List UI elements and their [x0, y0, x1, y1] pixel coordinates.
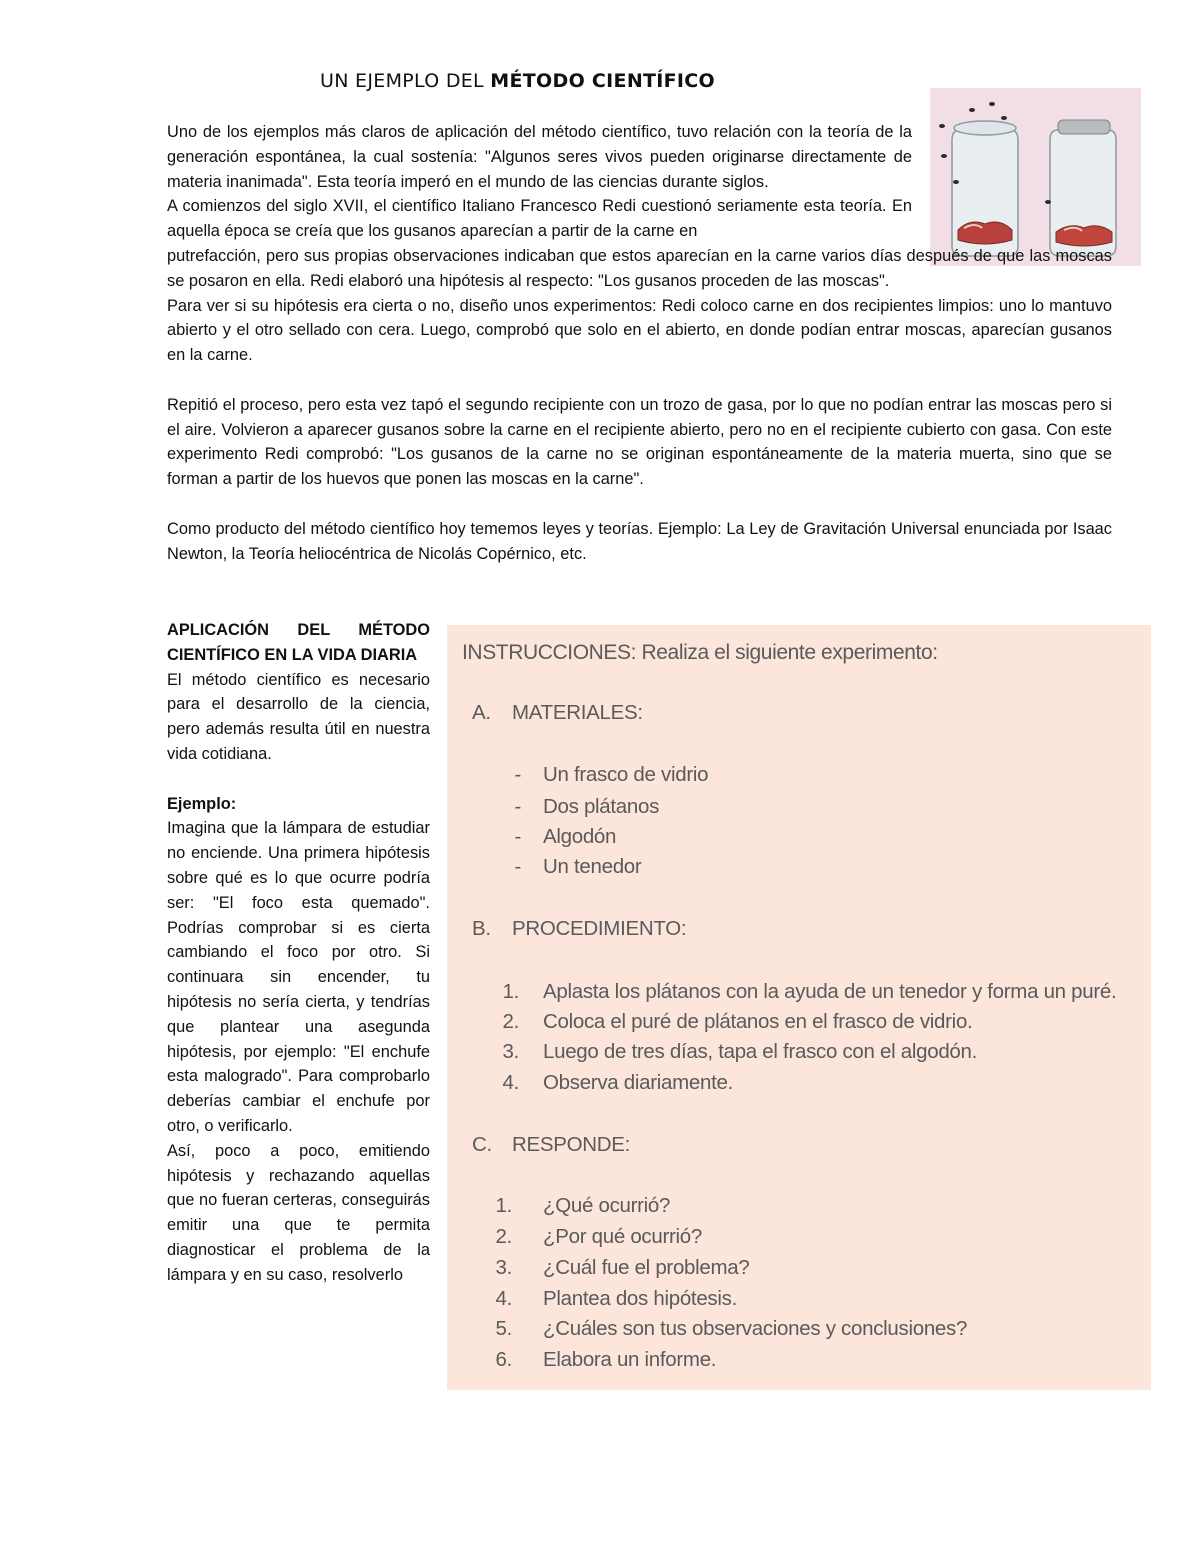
- section-letter: C.: [472, 1133, 492, 1156]
- number-marker: 6.: [495, 1348, 512, 1371]
- number-marker: 1.: [502, 980, 519, 1003]
- number-marker: 4.: [502, 1071, 519, 1094]
- bullet-marker: -: [514, 825, 521, 848]
- intro-paragraph-2a: A comienzos del siglo XVII, el científico Italiano Francesco Redi cuestionó seriamente esta teoría. En aquella época se creía que los gusanos aparecían a partir de la carne en: [167, 197, 912, 241]
- material-item: Un frasco de vidrio: [543, 763, 709, 786]
- number-marker: 3.: [495, 1256, 512, 1279]
- list-item: [492, 1194, 670, 1218]
- section-materials-heading: [472, 701, 643, 725]
- question-item: ¿Cuáles son tus observaciones y conclusiones?: [543, 1317, 968, 1340]
- instructions-heading: INSTRUCCIONES: Realiza el siguiente experimento:: [462, 641, 938, 664]
- intro-text: [167, 120, 1112, 566]
- number-marker: 2.: [502, 1010, 519, 1033]
- intro-paragraph-5: Como producto del método científico hoy tememos leyes y teorías. Ejemplo: La Ley de Gravitación Universal enunciada por Isaac Newton, la Teoría heliocéntrica de Nicolás Copérnico, etc.: [167, 519, 1112, 563]
- material-item: Un tenedor: [543, 855, 642, 878]
- list-item: [492, 1256, 750, 1280]
- list-item: [492, 1317, 967, 1341]
- application-paragraph-1: El método científico es necesario para el desarrollo de la ciencia, pero además resulta útil en nuestra vida cotidiana.: [167, 670, 430, 763]
- list-item: [499, 1071, 733, 1095]
- number-marker: 5.: [495, 1317, 512, 1340]
- number-marker: 2.: [495, 1225, 512, 1248]
- section-letter: A.: [472, 701, 491, 724]
- question-item: ¿Por qué ocurrió?: [543, 1225, 702, 1248]
- intro-paragraph-1: Uno de los ejemplos más claros de aplicación del método científico, tuvo relación con la teoría de la generación espontánea, la cual sostenía: "Algunos seres vivos pueden originarse directamente de materia inanimada". Esta teoría imperó en el mundo de las ciencias durante siglos.: [167, 123, 912, 191]
- bullet-marker: -: [514, 795, 521, 818]
- number-marker: 3.: [502, 1040, 519, 1063]
- material-item: Algodón: [543, 825, 617, 848]
- list-item: [499, 1040, 977, 1064]
- intro-paragraph-3: Para ver si su hipótesis era cierta o no, diseño unos experimentos: Redi coloco carne en dos recipientes limpios: uno lo mantuvo abierto y el otro sellado con cera. Luego, comprobó que solo en el abierto, en donde podían entrar moscas, aparecían gusanos en la carne.: [167, 296, 1112, 365]
- section-letter: B.: [472, 917, 491, 940]
- intro-paragraph-4: Repitió el proceso, pero esta vez tapó el segundo recipiente con un trozo de gasa, por lo que no podían entrar las moscas pero si el aire. Volvieron a aparecer gusanos sobre la carne en el recipiente abierto, pero no en el recipiente cubierto con gasa. Con este experimento Redi comprobó: "Los gusanos de la carne no se originan espontáneamente de la materia muerta, sino que se forman a partir de los huevos que ponen las moscas en la carne".: [167, 395, 1112, 489]
- procedure-step: Luego de tres días, tapa el frasco con el algodón.: [543, 1040, 978, 1063]
- list-item: [492, 1287, 737, 1311]
- example-heading: Ejemplo:: [167, 794, 237, 813]
- instructions-panel: [447, 625, 1151, 1390]
- list-item: [501, 825, 616, 849]
- procedure-step: Coloca el puré de plátanos en el frasco de vidrio.: [543, 1010, 973, 1033]
- list-item: [499, 980, 1116, 1004]
- example-paragraph: Imagina que la lámpara de estudiar no enciende. Una primera hipótesis sobre qué es lo que ocurre podría ser: "El foco esta quemado". Podrías comprobar si es cierta cambiando el foco por otro. Si continuara sin encender, tu hipótesis no sería cierta, y tendrías que plantear una asegunda hipótesis, por ejemplo: "El enchufe esta malogrado". Para comprobarlo deberías cambiar el enchufe por otro, o verificarlo.: [167, 819, 430, 1135]
- procedure-step: Aplasta los plátanos con la ayuda de un tenedor y forma un puré.: [543, 980, 1117, 1003]
- question-item: Elabora un informe.: [543, 1348, 717, 1371]
- intro-paragraph-2b: putrefacción, pero sus propias observaciones indicaban que estos aparecían en la carne varios días después de que las moscas se posaron en ella. Redi elaboró una hipótesis al respecto: "Los gusanos proceden de las moscas".: [167, 246, 1112, 290]
- procedure-step: Observa diariamente.: [543, 1071, 733, 1094]
- number-marker: 4.: [495, 1287, 512, 1310]
- number-marker: 1.: [495, 1194, 512, 1217]
- application-column: [167, 618, 430, 1288]
- question-item: ¿Qué ocurrió?: [543, 1194, 671, 1217]
- title-normal: UN EJEMPLO DEL: [320, 70, 491, 92]
- conclusion-paragraph: Así, poco a poco, emitiendo hipótesis y rechazando aquellas que no fueran certeras, conseguirás emitir una que te permita diagnosticar el problema de la lámpara y en su caso, resolverlo: [167, 1141, 430, 1284]
- section-procedure-heading: [472, 917, 686, 941]
- title-bold: MÉTODO CIENTÍFICO: [490, 70, 716, 92]
- section-title: RESPONDE:: [512, 1133, 631, 1156]
- bullet-marker: -: [514, 763, 521, 786]
- list-item: [501, 795, 659, 819]
- bullet-marker: -: [514, 855, 521, 878]
- section-title: PROCEDIMIENTO:: [512, 917, 687, 940]
- list-item: [501, 763, 708, 787]
- material-item: Dos plátanos: [543, 795, 660, 818]
- list-item: [499, 1010, 972, 1034]
- application-heading: APLICACIÓN DEL MÉTODO CIENTÍFICO EN LA VIDA DIARIA: [167, 621, 430, 664]
- list-item: [501, 855, 641, 879]
- section-title: MATERIALES:: [512, 701, 643, 724]
- page-title: [320, 70, 715, 92]
- question-item: Plantea dos hipótesis.: [543, 1287, 737, 1310]
- question-item: ¿Cuál fue el problema?: [543, 1256, 750, 1279]
- list-item: [492, 1348, 716, 1372]
- section-respond-heading: [472, 1133, 630, 1157]
- list-item: [492, 1225, 702, 1249]
